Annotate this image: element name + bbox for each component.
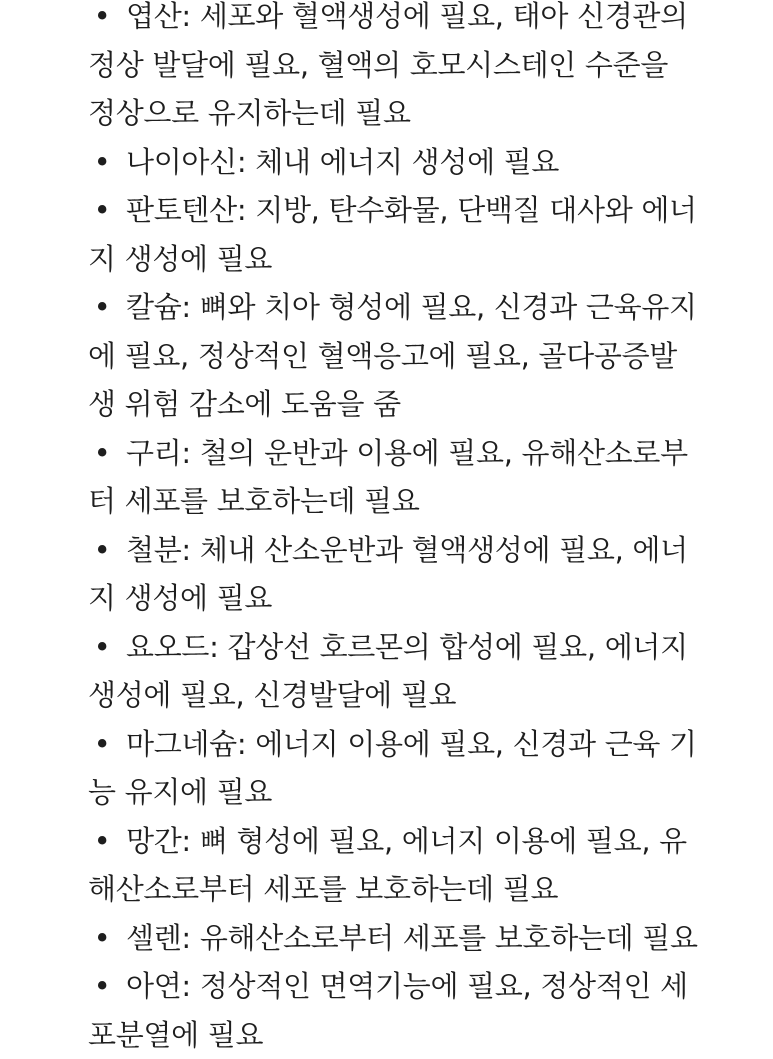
list-item [88, 0, 748, 138]
bullet-icon: • [92, 817, 112, 866]
list-item-line: 마그네슘: 에너지 이용에 필요, 신경과 근육 기 [126, 727, 697, 761]
list-item [88, 186, 748, 283]
list-item-line: 망간: 뼈 형성에 필요, 에너지 이용에 필요, 유 [126, 824, 687, 858]
list-item-text [88, 720, 748, 769]
list-item-text [88, 0, 748, 41]
list-item-line: 엽산: 세포와 혈액생성에 필요, 태아 신경관의 [126, 0, 688, 33]
list-item [88, 817, 748, 914]
bullet-icon: • [92, 0, 112, 41]
list-item-line: 판토텐산: 지방, 탄수화물, 단백질 대사와 에너 [126, 193, 697, 227]
list-item-text [88, 429, 748, 478]
list-item-line: 해산소로부터 세포를 보호하는데 필요 [88, 865, 748, 914]
list-item [88, 429, 748, 526]
list-item-text [88, 962, 748, 1011]
list-item-line: 철분: 체내 산소운반과 혈액생성에 필요, 에너 [126, 533, 688, 567]
list-item-line: 정상으로 유지하는데 필요 [88, 89, 748, 138]
list-item [88, 623, 748, 720]
bullet-icon: • [92, 623, 112, 672]
bullet-icon: • [92, 962, 112, 1011]
bullet-icon: • [92, 283, 112, 332]
list-item-text [88, 283, 748, 332]
list-item [88, 526, 748, 623]
list-item [88, 283, 748, 429]
list-item-line: 지 생성에 필요 [88, 574, 748, 623]
list-item-line: 아연: 정상적인 면역기능에 필요, 정상적인 세 [126, 969, 688, 1003]
list-item-text [88, 526, 748, 575]
bullet-icon: • [92, 720, 112, 769]
list-item [88, 914, 748, 963]
list-item-line: 능 유지에 필요 [88, 768, 748, 817]
list-item-line: 정상 발달에 필요, 혈액의 호모시스테인 수준을 [88, 41, 748, 90]
bullet-icon: • [92, 138, 112, 187]
list-item-line: 요오드: 갑상선 호르몬의 합성에 필요, 에너지 [126, 630, 688, 664]
list-item-line: 생 위험 감소에 도움을 줌 [88, 380, 748, 429]
list-item-text [88, 914, 748, 963]
list-item-line: 에 필요, 정상적인 혈액응고에 필요, 골다공증발 [88, 332, 748, 381]
list-item [88, 720, 748, 817]
bullet-icon: • [92, 429, 112, 478]
list-item-line: 지 생성에 필요 [88, 235, 748, 284]
bullet-icon: • [92, 186, 112, 235]
list-item [88, 962, 748, 1059]
bullet-icon: • [92, 914, 112, 963]
list-item-text [88, 186, 748, 235]
nutrient-function-list [88, 0, 748, 1059]
list-item-text [88, 817, 748, 866]
list-item [88, 138, 748, 187]
list-item-line: 터 세포를 보호하는데 필요 [88, 477, 748, 526]
list-item-text [88, 623, 748, 672]
list-item-text [88, 138, 748, 187]
list-item-line: 셀렌: 유해산소로부터 세포를 보호하는데 필요 [126, 921, 698, 955]
list-item-line: 포분열에 필요 [88, 1011, 748, 1059]
list-item-line: 생성에 필요, 신경발달에 필요 [88, 671, 748, 720]
list-item-line: 나이아신: 체내 에너지 생성에 필요 [126, 145, 559, 179]
bullet-icon: • [92, 526, 112, 575]
list-item-line: 구리: 철의 운반과 이용에 필요, 유해산소로부 [126, 436, 688, 470]
list-item-line: 칼슘: 뼈와 치아 형성에 필요, 신경과 근육유지 [126, 290, 697, 324]
